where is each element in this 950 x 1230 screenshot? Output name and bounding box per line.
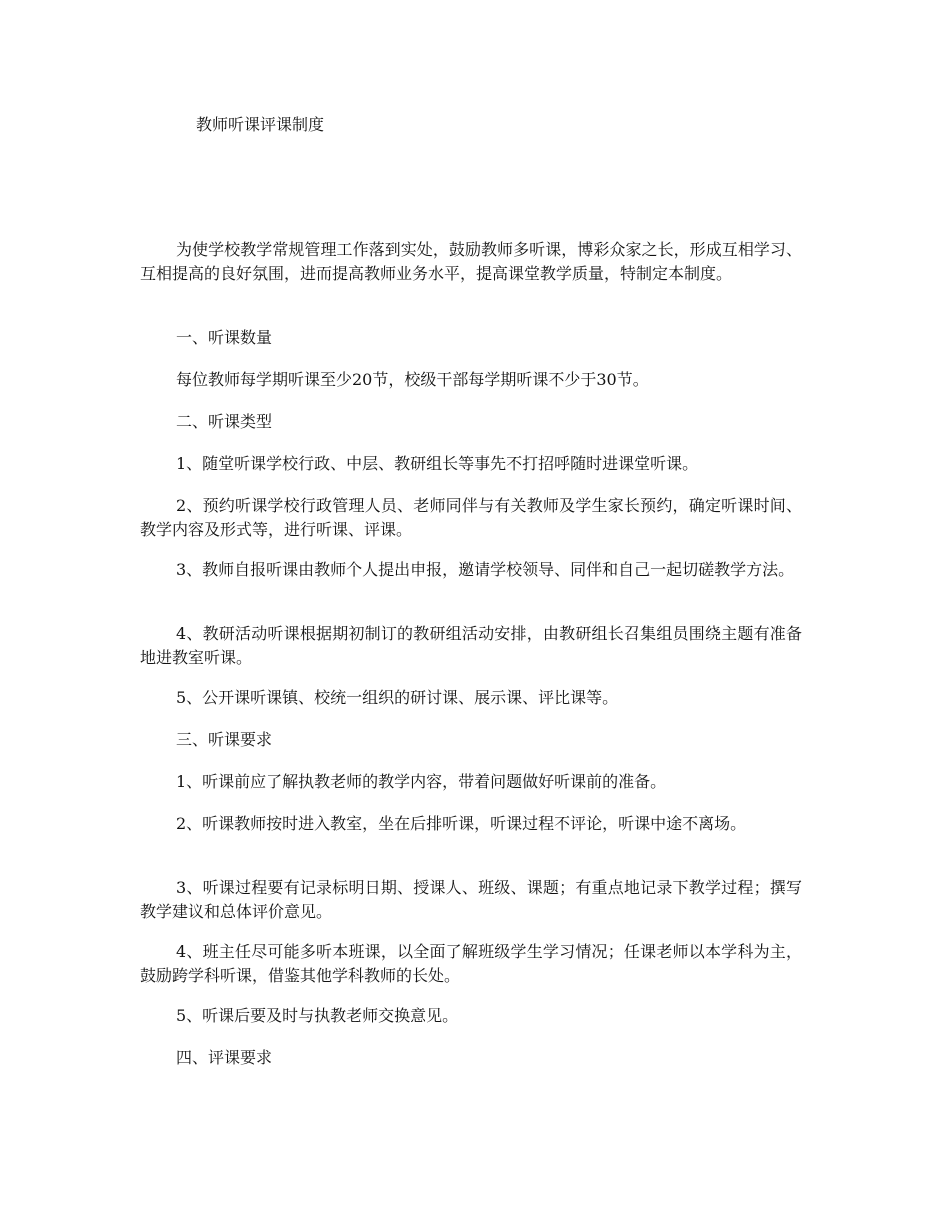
section-heading-types: 二、听课类型 xyxy=(176,412,273,431)
intro-paragraph: 为使学校教学常规管理工作落到实处，鼓励教师多听课，博彩众家之长，形成互相学习、互相提高的良好氛围，进而提高教师业务水平，提高课堂教学质量，特制定本制度。 xyxy=(140,240,802,283)
section-paragraph: 5、公开课听课镇、校统一组织的研讨课、展示课、评比课等。 xyxy=(176,688,619,707)
section-paragraph: 5、听课后要及时与执教老师交换意见。 xyxy=(176,1006,459,1025)
section-heading-quantity: 一、听课数量 xyxy=(176,328,273,347)
section-paragraph: 4、班主任尽可能多听本班课，以全面了解班级学生学习情况；任课老师以本学科为主，鼓励跨学科听课，借鉴其他学科教师的长处。 xyxy=(140,942,802,985)
section-paragraph: 4、教研活动听课根据期初制订的教研组活动安排，由教研组长召集组员围绕主题有准备地进教室听课。 xyxy=(140,624,802,667)
section-paragraph: 1、听课前应了解执教老师的教学内容，带着问题做好听课前的准备。 xyxy=(176,772,667,791)
section-paragraph: 2、听课教师按时进入教室，坐在后排听课，听课过程不评论，听课中途不离场。 xyxy=(176,814,747,833)
section-heading-requirements: 三、听课要求 xyxy=(176,730,273,749)
section-paragraph: 2、预约听课学校行政管理人员、老师同伴与有关教师及学生家长预约，确定听课时间、教学内容及形式等，进行听课、评课。 xyxy=(140,496,802,539)
section-heading-evaluation: 四、评课要求 xyxy=(176,1048,273,1067)
document-title: 教师听课评课制度 xyxy=(196,115,325,134)
section-paragraph: 1、随堂听课学校行政、中层、教研组长等事先不打招呼随时进课堂听课。 xyxy=(176,454,699,473)
section-paragraph: 3、听课过程要有记录标明日期、授课人、班级、课题；有重点地记录下教学过程；撰写教学建议和总体评价意见。 xyxy=(140,878,802,921)
section-paragraph: 每位教师每学期听课至少20节，校级干部每学期听课不少于30节。 xyxy=(176,370,649,389)
section-paragraph: 3、教师自报听课由教师个人提出申报，邀请学校领导、同伴和自己一起切磋教学方法。 xyxy=(176,560,795,579)
